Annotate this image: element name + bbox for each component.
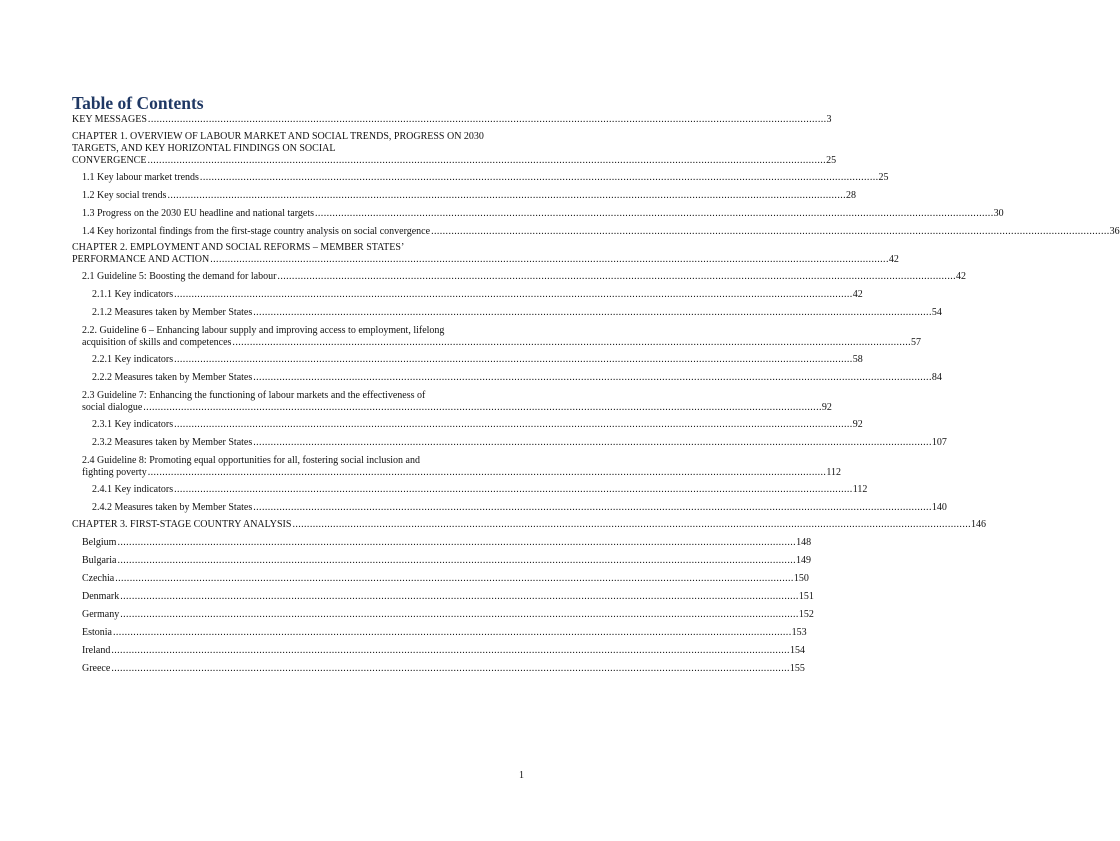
dot-leader bbox=[111, 663, 790, 675]
toc-entry-page: 28 bbox=[846, 190, 857, 201]
toc-entry-page: 154 bbox=[789, 645, 805, 656]
toc-entry-label: Ireland bbox=[82, 645, 111, 656]
toc-entry[interactable] bbox=[82, 271, 967, 283]
toc-entry-label: 2.4.2 Measures taken by Member States bbox=[92, 502, 253, 513]
toc-entry-label: 1.2 Key social trends bbox=[82, 190, 167, 201]
toc-entry-page: 151 bbox=[798, 591, 814, 602]
toc-entry-label: 2.3.1 Key indicators bbox=[92, 419, 174, 430]
toc-entry-page: 84 bbox=[931, 372, 942, 383]
toc-entry[interactable] bbox=[92, 437, 947, 449]
toc-entry[interactable] bbox=[82, 555, 812, 567]
toc-entry-page: 150 bbox=[793, 573, 809, 584]
toc-entry-page: 146 bbox=[971, 519, 987, 530]
toc-entry[interactable] bbox=[82, 573, 809, 585]
toc-entry-label: 1.4 Key horizontal findings from the first-stage country analysis on social convergence bbox=[82, 226, 431, 237]
toc-entry-label: 2.3.2 Measures taken by Member States bbox=[92, 437, 253, 448]
toc-entry-label: 2.1.1 Key indicators bbox=[92, 289, 174, 300]
toc-entry[interactable] bbox=[92, 289, 863, 301]
toc-entry-label: acquisition of skills and competences bbox=[82, 337, 232, 348]
toc-entry-label: 2.1 Guideline 5: Boosting the demand for labour bbox=[82, 271, 277, 282]
toc-entry-page: 153 bbox=[791, 627, 807, 638]
toc-entry[interactable] bbox=[82, 208, 1004, 220]
toc-entry-label: fighting poverty bbox=[82, 467, 147, 478]
toc-entry-title-start: 2.3 Guideline 7: Enhancing the functioning of labour markets and the effectiveness of bbox=[82, 390, 426, 401]
toc-entry[interactable] bbox=[92, 419, 863, 431]
dot-leader bbox=[120, 609, 799, 621]
dot-leader bbox=[120, 591, 799, 603]
toc-entry-page: 3 bbox=[826, 114, 832, 125]
toc-entry-page: 42 bbox=[852, 289, 863, 300]
toc-entry[interactable] bbox=[82, 645, 805, 657]
toc-title: Table of Contents bbox=[72, 93, 204, 113]
toc-entry-page: 155 bbox=[789, 663, 805, 674]
dot-leader bbox=[232, 337, 911, 349]
toc-entry-title-start: 2.2. Guideline 6 – Enhancing labour supply and improving access to employment, lifelong bbox=[82, 325, 445, 336]
dot-leader bbox=[315, 208, 994, 220]
toc-entry-label: 1.3 Progress on the 2030 EU headline and national targets bbox=[82, 208, 314, 219]
dot-leader bbox=[148, 467, 827, 479]
toc-entry[interactable] bbox=[82, 190, 857, 202]
toc-entry-label: 2.2.1 Key indicators bbox=[92, 354, 174, 365]
toc-entry-label: CHAPTER 3. FIRST-STAGE COUNTRY ANALYSIS bbox=[72, 519, 292, 530]
toc-entry[interactable] bbox=[82, 226, 1120, 238]
toc-entry-label: Czechia bbox=[82, 573, 115, 584]
toc-entry-page: 149 bbox=[796, 555, 812, 566]
toc-entry-page: 25 bbox=[826, 155, 837, 166]
toc-entry[interactable] bbox=[72, 114, 832, 126]
toc-entry-label: 2.4.1 Key indicators bbox=[92, 484, 174, 495]
dot-leader bbox=[113, 627, 792, 639]
toc-entry-label: 2.2.2 Measures taken by Member States bbox=[92, 372, 253, 383]
toc-entry-page: 92 bbox=[821, 402, 832, 413]
page-number: 1 bbox=[519, 770, 524, 781]
toc-entry[interactable] bbox=[82, 627, 807, 639]
table-of-contents bbox=[72, 114, 1120, 675]
dot-leader bbox=[174, 354, 853, 366]
toc-entry[interactable] bbox=[92, 372, 942, 384]
dot-leader bbox=[174, 289, 853, 301]
dot-leader bbox=[147, 155, 826, 167]
dot-leader bbox=[210, 254, 889, 266]
dot-leader bbox=[117, 537, 796, 549]
toc-entry[interactable] bbox=[72, 131, 837, 167]
toc-entry-label: Estonia bbox=[82, 627, 112, 638]
toc-entry-title-start: CHAPTER 1. OVERVIEW OF LABOUR MARKET AND SOCIAL TRENDS, PROGRESS ON 2030 TARGETS, AND KEY HORIZONTAL FINDINGS ON SOCIAL bbox=[72, 131, 484, 154]
toc-entry[interactable] bbox=[82, 591, 814, 603]
dot-leader bbox=[143, 402, 822, 414]
dot-leader bbox=[200, 172, 879, 184]
toc-entry-label: Belgium bbox=[82, 537, 117, 548]
toc-entry[interactable] bbox=[82, 390, 832, 414]
dot-leader bbox=[111, 645, 790, 657]
toc-entry[interactable] bbox=[92, 354, 863, 366]
toc-entry-page: 42 bbox=[888, 254, 899, 265]
toc-entry-page: 54 bbox=[931, 307, 942, 318]
toc-entry-label: social dialogue bbox=[82, 402, 143, 413]
toc-entry-label: Denmark bbox=[82, 591, 120, 602]
dot-leader bbox=[253, 372, 932, 384]
toc-entry-label: KEY MESSAGES bbox=[72, 114, 147, 125]
toc-entry-page: 152 bbox=[798, 609, 814, 620]
toc-entry[interactable] bbox=[82, 172, 889, 184]
toc-entry-page: 42 bbox=[956, 271, 967, 282]
toc-entry[interactable] bbox=[82, 663, 805, 675]
toc-entry-label: PERFORMANCE AND ACTION bbox=[72, 254, 210, 265]
dot-leader bbox=[167, 190, 846, 202]
dot-leader bbox=[292, 519, 971, 531]
toc-entry-label: 1.1 Key labour market trends bbox=[82, 172, 199, 183]
toc-entry-page: 57 bbox=[911, 337, 922, 348]
toc-entry[interactable] bbox=[92, 502, 947, 514]
toc-entry-page: 140 bbox=[931, 502, 947, 513]
dot-leader bbox=[277, 271, 956, 283]
dot-leader bbox=[253, 307, 932, 319]
toc-entry[interactable] bbox=[82, 325, 922, 349]
toc-entry[interactable] bbox=[72, 242, 899, 266]
toc-entry[interactable] bbox=[82, 455, 841, 479]
toc-entry-label: Greece bbox=[82, 663, 111, 674]
toc-entry-page: 92 bbox=[852, 419, 863, 430]
toc-entry-label: CONVERGENCE bbox=[72, 155, 147, 166]
toc-entry[interactable] bbox=[82, 537, 812, 549]
toc-entry-page: 107 bbox=[931, 437, 947, 448]
toc-entry-page: 30 bbox=[993, 208, 1004, 219]
toc-entry-page: 112 bbox=[826, 467, 841, 478]
toc-entry-label: 2.1.2 Measures taken by Member States bbox=[92, 307, 253, 318]
toc-entry-page: 25 bbox=[878, 172, 889, 183]
dot-leader bbox=[174, 484, 853, 496]
dot-leader bbox=[174, 419, 853, 431]
toc-entry-label: Bulgaria bbox=[82, 555, 117, 566]
dot-leader bbox=[115, 573, 794, 585]
toc-entry[interactable] bbox=[82, 609, 814, 621]
dot-leader bbox=[148, 114, 827, 126]
toc-entry-label: Germany bbox=[82, 609, 120, 620]
toc-entry[interactable] bbox=[92, 484, 868, 496]
dot-leader bbox=[117, 555, 796, 567]
toc-entry-title-start: 2.4 Guideline 8: Promoting equal opportunities for all, fostering social inclusion and bbox=[82, 455, 420, 466]
toc-entry-page: 112 bbox=[852, 484, 868, 495]
toc-entry-page: 36 bbox=[1109, 226, 1120, 237]
document-page bbox=[72, 93, 1120, 675]
dot-leader bbox=[253, 502, 932, 514]
toc-entry[interactable] bbox=[72, 519, 987, 531]
toc-entry[interactable] bbox=[92, 307, 942, 319]
dot-leader bbox=[253, 437, 932, 449]
toc-entry-page: 148 bbox=[796, 537, 812, 548]
toc-entry-page: 58 bbox=[852, 354, 863, 365]
toc-entry-title-start: CHAPTER 2. EMPLOYMENT AND SOCIAL REFORMS – MEMBER STATES’ bbox=[72, 242, 405, 253]
dot-leader bbox=[431, 226, 1110, 238]
